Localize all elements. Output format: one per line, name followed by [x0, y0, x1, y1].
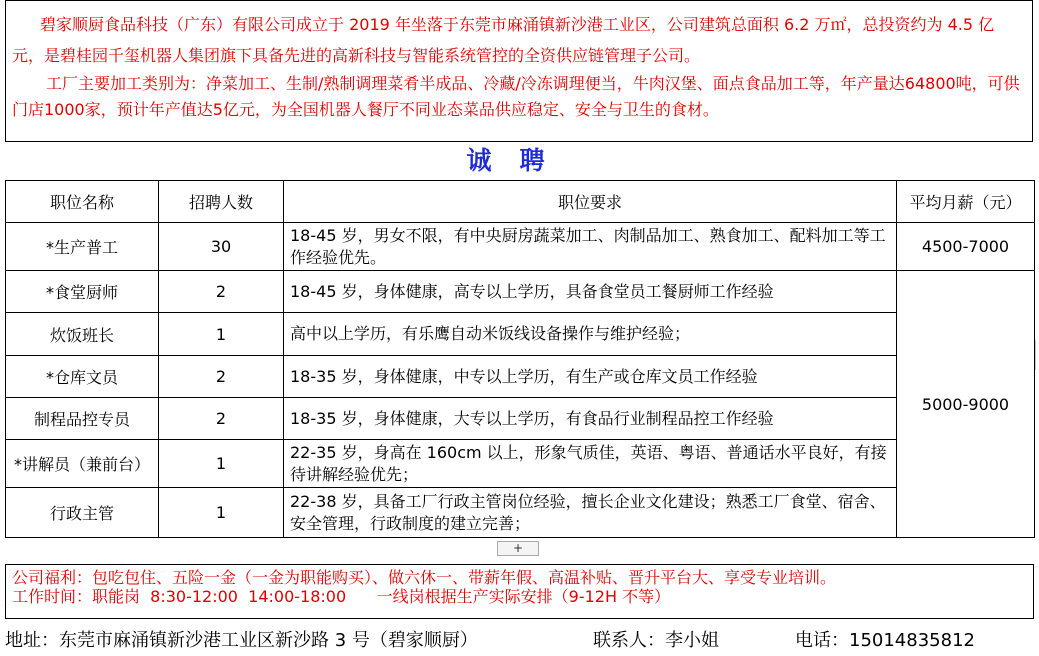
cell-requirements: 22-38 岁，具备工厂行政主管岗位经验，擅长企业文化建设；熟悉工厂食堂、宿舍、安全管理，行政制度的建立完善； [284, 488, 897, 538]
cell-requirements: 18-35 岁，身体健康，大专以上学历，有食品行业制程品控工作经验 [284, 398, 897, 440]
footer-phone: 电话：15014835812 [795, 630, 975, 651]
company-intro [5, 0, 1033, 142]
table-row [6, 223, 1035, 271]
cell-count: 1 [159, 313, 284, 356]
header-count: 招聘人数 [159, 181, 284, 223]
table-row [6, 271, 1035, 313]
intro-paragraph-1: 碧家顺厨食品科技（广东）有限公司成立于 2019 年坐落于东莞市麻涌镇新沙港工业区，公司建筑总面积 6.2 万㎡，总投资约为 4.5 亿元，是碧桂园千玺机器人集团旗下具备先进的高新科技与智能系统管控的全资供应链管理子公司。 [12, 15, 995, 65]
benefits-box [5, 564, 1034, 619]
cell-salary-group-1: 4500-7000 [897, 223, 1035, 271]
cell-requirements: 18-35 岁，身体健康，中专以上学历，有生产或仓库文员工作经验 [284, 356, 897, 398]
cell-count: 2 [159, 271, 284, 313]
header-position: 职位名称 [6, 181, 159, 223]
cell-position: *生产普工 [6, 223, 159, 271]
header-requirements: 职位要求 [284, 181, 897, 223]
expand-button[interactable]: + [497, 541, 539, 556]
cell-position: *讲解员（兼前台） [6, 440, 159, 488]
table-header-row [6, 181, 1035, 223]
benefits-welfare: 公司福利：包吃包住、五险一金（一金为职能购买）、做六休一、带薪年假、高温补贴、晋升平台大、享受专业培训。 [12, 568, 837, 587]
cell-position: 制程品控专员 [6, 398, 159, 440]
cell-requirements: 18-45 岁，男女不限，有中央厨房蔬菜加工、肉制品加工、熟食加工、配料加工等工作经验优先。 [284, 223, 897, 271]
cell-position: 炊饭班长 [6, 313, 159, 356]
table-row [6, 356, 1035, 398]
cell-count: 1 [159, 488, 284, 538]
cell-count: 2 [159, 398, 284, 440]
intro-paragraph-2: 工厂主要加工类别为：净菜加工、生制/熟制调理菜肴半成品、冷藏/冷冻调理便当，牛肉汉堡、面点食品加工等，年产量达64800吨，可供门店1000家，预计年产值达5亿元，为全国机器人餐厅不同业态菜品供应稳定、安全与卫生的食材。 [12, 74, 1020, 119]
cell-requirements: 18-45 岁，身体健康，高专以上学历，具备食堂员工餐厨师工作经验 [284, 271, 897, 313]
page-title: 诚聘 [466, 146, 573, 175]
table-row [6, 398, 1035, 440]
footer-address: 地址：东莞市麻涌镇新沙港工业区新沙路 3 号（碧家顺厨） [5, 630, 478, 651]
table-row [6, 488, 1035, 538]
cell-requirements: 高中以上学历，有乐鹰自动米饭线设备操作与维护经验； [284, 313, 897, 356]
cell-position: *食堂厨师 [6, 271, 159, 313]
table-row [6, 440, 1035, 488]
cell-position: *仓库文员 [6, 356, 159, 398]
cell-position: 行政主管 [6, 488, 159, 538]
jobs-table [5, 180, 1035, 538]
header-salary: 平均月薪（元） [897, 181, 1035, 223]
table-row [6, 313, 1035, 356]
cell-count: 1 [159, 440, 284, 488]
contact-footer [5, 628, 1035, 654]
cell-count: 2 [159, 356, 284, 398]
cell-salary-group-2: 5000-9000 [897, 271, 1035, 538]
footer-contact: 联系人：李小姐 [593, 630, 719, 651]
benefits-hours: 工作时间：职能岗 8:30-12:00 14:00-18:00 一线岗根据生产实际安排（9-12H 不等） [12, 587, 671, 606]
cell-count: 30 [159, 223, 284, 271]
scroll-edge-marker [1035, 340, 1039, 370]
cell-requirements: 22-35 岁，身高在 160cm 以上，形象气质佳，英语、粤语、普通话水平良好，有接待讲解经验优先； [284, 440, 897, 488]
